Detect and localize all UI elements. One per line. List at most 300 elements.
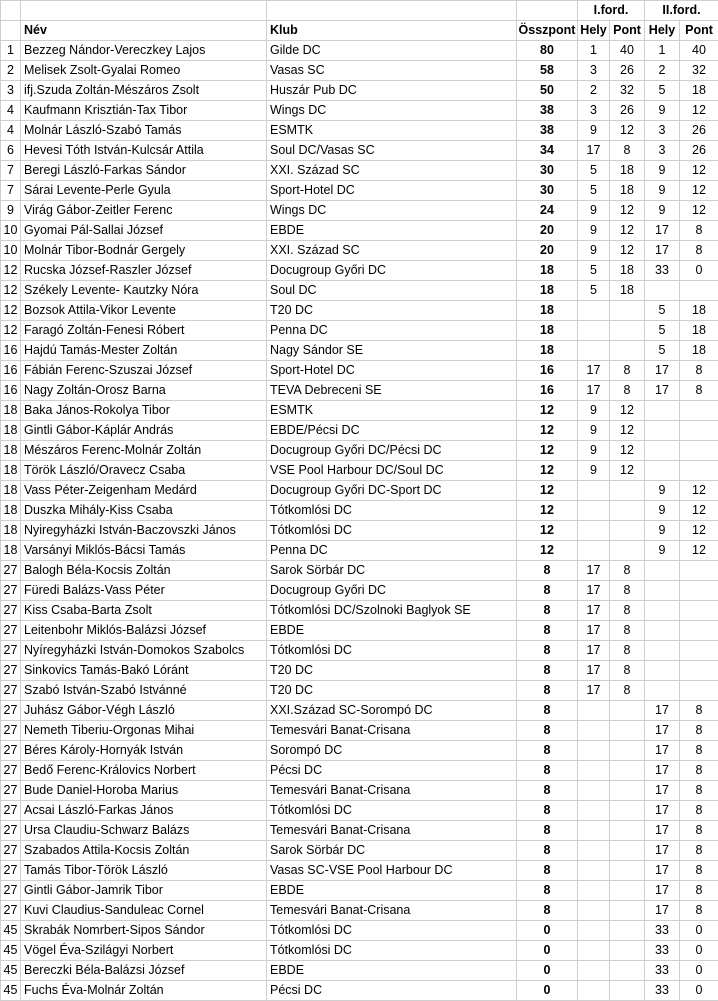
rank-cell: 18 [1,481,21,501]
total-cell: 12 [517,501,578,521]
name-cell: Nemeth Tiberiu-Orgonas Mihai [21,721,267,741]
round2-place-cell: 17 [645,881,680,901]
round2-points-cell [680,281,718,301]
rank-cell: 12 [1,321,21,341]
rank-cell: 27 [1,561,21,581]
round1-points-cell [610,941,645,961]
name-cell: Molnár Tibor-Bodnár Gergely [21,241,267,261]
club-cell: Tótkomlósi DC [267,521,517,541]
round1-place-cell [578,481,610,501]
club-cell: Temesvári Banat-Crisana [267,721,517,741]
round2-points-cell: 8 [680,221,718,241]
club-cell: EBDE [267,961,517,981]
round2-place-cell [645,401,680,421]
round2-place-cell: 3 [645,141,680,161]
rank-cell: 12 [1,261,21,281]
round1-points-cell: 8 [610,361,645,381]
empty-cell [267,1,517,21]
table-row [1,701,718,721]
round1-points-cell: 12 [610,241,645,261]
name-cell: Tamás Tibor-Török László [21,861,267,881]
round2-points-cell: 26 [680,141,718,161]
round2-place-cell: 17 [645,781,680,801]
round1-points-cell: 12 [610,461,645,481]
table-row [1,581,718,601]
name-cell: Virág Gábor-Zeitler Ferenc [21,201,267,221]
round2-points-cell: 32 [680,61,718,81]
round1-place-cell [578,881,610,901]
rank-cell: 6 [1,141,21,161]
round2-place-cell [645,561,680,581]
round2-points-cell: 8 [680,381,718,401]
club-cell: Sarok Sörbár DC [267,841,517,861]
rank-cell: 27 [1,681,21,701]
table-row [1,601,718,621]
name-cell: Mészáros Ferenc-Molnár Zoltán [21,441,267,461]
round1-place-cell [578,801,610,821]
round1-place-cell [578,301,610,321]
club-cell: TEVA Debreceni SE [267,381,517,401]
rank-cell: 16 [1,361,21,381]
table-row [1,641,718,661]
round1-place-cell [578,921,610,941]
club-cell: Gilde DC [267,41,517,61]
round1-place-header: Hely [578,21,610,41]
name-cell: Székely Levente- Kautzky Nóra [21,281,267,301]
table-row [1,41,718,61]
table-row [1,941,718,961]
round1-place-cell: 5 [578,181,610,201]
table-row [1,201,718,221]
table-row [1,401,718,421]
club-cell: Pécsi DC [267,981,517,1001]
round2-place-cell: 2 [645,61,680,81]
round2-points-cell: 8 [680,801,718,821]
round1-points-cell [610,861,645,881]
total-cell: 12 [517,481,578,501]
total-cell: 0 [517,921,578,941]
table-row [1,961,718,981]
round2-points-cell: 40 [680,41,718,61]
round1-points-cell [610,741,645,761]
rank-cell: 18 [1,461,21,481]
name-cell: Leitenbohr Miklós-Balázsi József [21,621,267,641]
rank-cell: 1 [1,41,21,61]
club-cell: Tótkomlósi DC [267,501,517,521]
total-cell: 12 [517,521,578,541]
round2-points-cell: 12 [680,521,718,541]
round1-points-cell [610,821,645,841]
table-row [1,501,718,521]
club-cell: EBDE [267,621,517,641]
round2-points-cell: 8 [680,901,718,921]
round2-place-cell: 17 [645,221,680,241]
name-cell: Vögel Éva-Szilágyi Norbert [21,941,267,961]
round2-place-cell [645,681,680,701]
round2-place-cell: 33 [645,981,680,1001]
round1-place-cell [578,981,610,1001]
round2-place-cell: 9 [645,101,680,121]
round1-points-cell [610,781,645,801]
round2-place-cell: 5 [645,81,680,101]
round2-points-cell [680,641,718,661]
rank-cell: 18 [1,521,21,541]
total-cell: 8 [517,841,578,861]
club-cell: VSE Pool Harbour DC/Soul DC [267,461,517,481]
rank-cell: 18 [1,541,21,561]
club-cell: T20 DC [267,301,517,321]
rank-cell: 16 [1,381,21,401]
round1-points-cell: 8 [610,601,645,621]
table-row [1,341,718,361]
total-cell: 8 [517,821,578,841]
table-row [1,161,718,181]
club-cell: Tótkomlósi DC [267,941,517,961]
round2-place-cell: 17 [645,821,680,841]
table-row [1,381,718,401]
rank-cell: 45 [1,981,21,1001]
round2-place-cell [645,281,680,301]
name-cell: Faragó Zoltán-Fenesi Róbert [21,321,267,341]
total-cell: 18 [517,341,578,361]
round1-place-cell [578,721,610,741]
table-row [1,621,718,641]
round1-place-cell [578,961,610,981]
total-cell: 16 [517,361,578,381]
round1-place-cell: 9 [578,201,610,221]
rank-cell: 27 [1,581,21,601]
round2-place-cell: 17 [645,721,680,741]
name-cell: Kaufmann Krisztián-Tax Tibor [21,101,267,121]
table-row [1,481,718,501]
round2-points-cell: 8 [680,781,718,801]
total-cell: 18 [517,261,578,281]
table-row [1,881,718,901]
total-cell: 34 [517,141,578,161]
round2-points-cell: 0 [680,961,718,981]
round1-points-cell [610,341,645,361]
round1-points-cell: 8 [610,641,645,661]
round1-place-cell: 9 [578,121,610,141]
name-cell: Sinkovics Tamás-Bakó Lóránt [21,661,267,681]
round1-place-cell [578,781,610,801]
rank-cell: 27 [1,861,21,881]
total-cell: 8 [517,901,578,921]
name-cell: Béres Károly-Hornyák István [21,741,267,761]
round2-points-cell [680,661,718,681]
round1-place-cell: 17 [578,601,610,621]
round2-place-cell [645,641,680,661]
table-row [1,81,718,101]
rank-cell: 27 [1,801,21,821]
rank-cell: 12 [1,301,21,321]
rank-cell: 27 [1,881,21,901]
round1-header: I.ford. [578,1,645,21]
round2-points-cell: 8 [680,361,718,381]
round1-points-cell: 18 [610,181,645,201]
rank-cell: 10 [1,221,21,241]
round2-place-cell: 33 [645,921,680,941]
round2-points-cell: 8 [680,701,718,721]
table-row [1,741,718,761]
total-cell: 0 [517,981,578,1001]
name-cell: Hajdú Tamás-Mester Zoltán [21,341,267,361]
total-cell: 58 [517,61,578,81]
round2-place-cell: 33 [645,261,680,281]
round2-points-cell: 12 [680,161,718,181]
round2-place-cell: 17 [645,901,680,921]
total-cell: 24 [517,201,578,221]
rank-cell: 45 [1,961,21,981]
total-cell: 12 [517,421,578,441]
club-cell: Docugroup Győri DC [267,581,517,601]
table-row [1,761,718,781]
club-cell: Wings DC [267,101,517,121]
round1-place-cell [578,701,610,721]
club-cell: XXI.Század SC-Sorompó DC [267,701,517,721]
club-cell: Tótkomlósi DC [267,921,517,941]
round1-points-cell [610,901,645,921]
club-cell: Sorompó DC [267,741,517,761]
table-row [1,721,718,741]
table-row [1,321,718,341]
round2-place-cell: 9 [645,521,680,541]
round2-points-cell [680,401,718,421]
total-cell: 8 [517,881,578,901]
round2-points-cell: 18 [680,341,718,361]
round1-place-cell: 9 [578,461,610,481]
rank-cell: 27 [1,841,21,861]
round1-place-cell: 5 [578,261,610,281]
name-cell: Fuchs Éva-Molnár Zoltán [21,981,267,1001]
name-cell: Füredi Balázs-Vass Péter [21,581,267,601]
round2-place-cell: 17 [645,841,680,861]
round2-place-cell: 17 [645,761,680,781]
round1-place-cell [578,521,610,541]
round2-place-cell [645,461,680,481]
total-cell: 18 [517,281,578,301]
round1-points-cell [610,801,645,821]
round1-place-cell: 17 [578,641,610,661]
club-cell: Soul DC [267,281,517,301]
rank-cell: 27 [1,761,21,781]
total-cell: 8 [517,661,578,681]
name-cell: Nyiregyházki István-Baczovszki János [21,521,267,541]
round2-points-cell: 0 [680,941,718,961]
rank-header [1,21,21,41]
round1-place-cell: 9 [578,421,610,441]
round2-place-cell: 9 [645,541,680,561]
round2-place-cell [645,581,680,601]
empty-cell [517,1,578,21]
round1-place-cell: 3 [578,61,610,81]
table-row [1,421,718,441]
table-row [1,541,718,561]
total-cell: 0 [517,941,578,961]
club-cell: Temesvári Banat-Crisana [267,821,517,841]
total-cell: 38 [517,121,578,141]
rank-cell: 27 [1,621,21,641]
name-cell: Török László/Oravecz Csaba [21,461,267,481]
rank-cell: 12 [1,281,21,301]
club-cell: Huszár Pub DC [267,81,517,101]
round1-place-cell: 9 [578,401,610,421]
total-cell: 16 [517,381,578,401]
club-cell: Tótkomlósi DC/Szolnoki Baglyok SE [267,601,517,621]
round1-points-cell [610,321,645,341]
results-body [1,41,718,1001]
name-cell: Kuvi Claudius-Sanduleac Cornel [21,901,267,921]
round1-points-cell [610,841,645,861]
table-row [1,681,718,701]
round1-place-cell: 3 [578,101,610,121]
round2-points-cell: 8 [680,241,718,261]
club-cell: Docugroup Győri DC-Sport DC [267,481,517,501]
round2-points-cell: 26 [680,121,718,141]
round1-place-cell [578,901,610,921]
rank-cell: 3 [1,81,21,101]
name-cell: Bezzeg Nándor-Vereczkey Lajos [21,41,267,61]
round2-place-cell: 5 [645,301,680,321]
round2-place-cell: 5 [645,321,680,341]
table-row [1,461,718,481]
round1-place-cell [578,761,610,781]
round1-place-cell [578,501,610,521]
total-cell: 50 [517,81,578,101]
rank-cell: 4 [1,121,21,141]
round1-points-cell: 12 [610,441,645,461]
round2-place-cell: 17 [645,861,680,881]
round2-points-cell [680,441,718,461]
round1-points-cell [610,521,645,541]
round1-points-cell: 26 [610,61,645,81]
table-row [1,561,718,581]
total-cell: 8 [517,681,578,701]
round1-points-cell [610,761,645,781]
round2-place-cell: 5 [645,341,680,361]
round1-points-cell [610,961,645,981]
total-cell: 80 [517,41,578,61]
round2-place-cell: 9 [645,481,680,501]
total-cell: 8 [517,601,578,621]
total-cell: 12 [517,441,578,461]
round2-points-header: Pont [680,21,718,41]
round1-points-cell [610,881,645,901]
club-cell: Vasas SC [267,61,517,81]
name-cell: Nyíregyházki István-Domokos Szabolcs [21,641,267,661]
round1-place-cell: 17 [578,661,610,681]
name-cell: Bedő Ferenc-Královics Norbert [21,761,267,781]
round2-place-cell: 9 [645,161,680,181]
round2-points-cell: 8 [680,721,718,741]
column-header-row [1,21,718,41]
round2-points-cell [680,561,718,581]
club-cell: Tótkomlósi DC [267,641,517,661]
round1-points-cell [610,481,645,501]
round2-points-cell: 0 [680,921,718,941]
round1-points-header: Pont [610,21,645,41]
name-cell: Melisek Zsolt-Gyalai Romeo [21,61,267,81]
round1-place-cell: 9 [578,221,610,241]
round1-points-cell [610,301,645,321]
round1-points-cell [610,721,645,741]
total-cell: 0 [517,961,578,981]
round1-place-cell [578,341,610,361]
round2-points-cell: 18 [680,301,718,321]
name-cell: Molnár László-Szabó Tamás [21,121,267,141]
round2-place-cell: 33 [645,961,680,981]
total-cell: 8 [517,621,578,641]
round-header-row [1,1,718,21]
round1-points-cell: 8 [610,561,645,581]
round1-points-cell: 8 [610,621,645,641]
name-header: Név [21,21,267,41]
total-cell: 8 [517,561,578,581]
round2-place-cell: 1 [645,41,680,61]
rank-cell: 45 [1,921,21,941]
club-cell: ESMTK [267,121,517,141]
name-cell: Skrabák Nomrbert-Sipos Sándor [21,921,267,941]
round2-place-cell: 9 [645,181,680,201]
rank-cell: 7 [1,181,21,201]
name-cell: Juhász Gábor-Végh László [21,701,267,721]
club-cell: Nagy Sándor SE [267,341,517,361]
name-cell: ifj.Szuda Zoltán-Mészáros Zsolt [21,81,267,101]
round1-place-cell: 17 [578,681,610,701]
round2-points-cell: 12 [680,201,718,221]
total-cell: 8 [517,721,578,741]
name-cell: Balogh Béla-Kocsis Zoltán [21,561,267,581]
round1-points-cell: 8 [610,581,645,601]
round2-points-cell: 12 [680,541,718,561]
round2-points-cell [680,421,718,441]
club-cell: T20 DC [267,661,517,681]
table-row [1,241,718,261]
table-row [1,261,718,281]
round2-points-cell [680,601,718,621]
club-cell: T20 DC [267,681,517,701]
round2-place-cell: 9 [645,201,680,221]
name-cell: Szabó István-Szabó Istvánné [21,681,267,701]
rank-cell: 9 [1,201,21,221]
round2-place-cell: 17 [645,741,680,761]
table-row [1,521,718,541]
round2-points-cell [680,621,718,641]
rank-cell: 27 [1,821,21,841]
rank-cell: 4 [1,101,21,121]
name-cell: Varsányi Miklós-Bácsi Tamás [21,541,267,561]
name-cell: Szabados Attila-Kocsis Zoltán [21,841,267,861]
club-cell: Penna DC [267,321,517,341]
round1-place-cell: 17 [578,381,610,401]
round1-place-cell [578,841,610,861]
round1-points-cell: 12 [610,401,645,421]
round2-points-cell: 18 [680,321,718,341]
name-cell: Beregi László-Farkas Sándor [21,161,267,181]
rank-cell: 18 [1,501,21,521]
round1-place-cell: 17 [578,141,610,161]
club-cell: EBDE/Pécsi DC [267,421,517,441]
round1-place-cell: 9 [578,241,610,261]
table-row [1,861,718,881]
name-cell: Bude Daniel-Horoba Marius [21,781,267,801]
round2-points-cell [680,461,718,481]
round2-place-cell [645,601,680,621]
total-cell: 38 [517,101,578,121]
rank-cell: 27 [1,741,21,761]
total-cell: 20 [517,221,578,241]
round2-place-cell: 33 [645,941,680,961]
